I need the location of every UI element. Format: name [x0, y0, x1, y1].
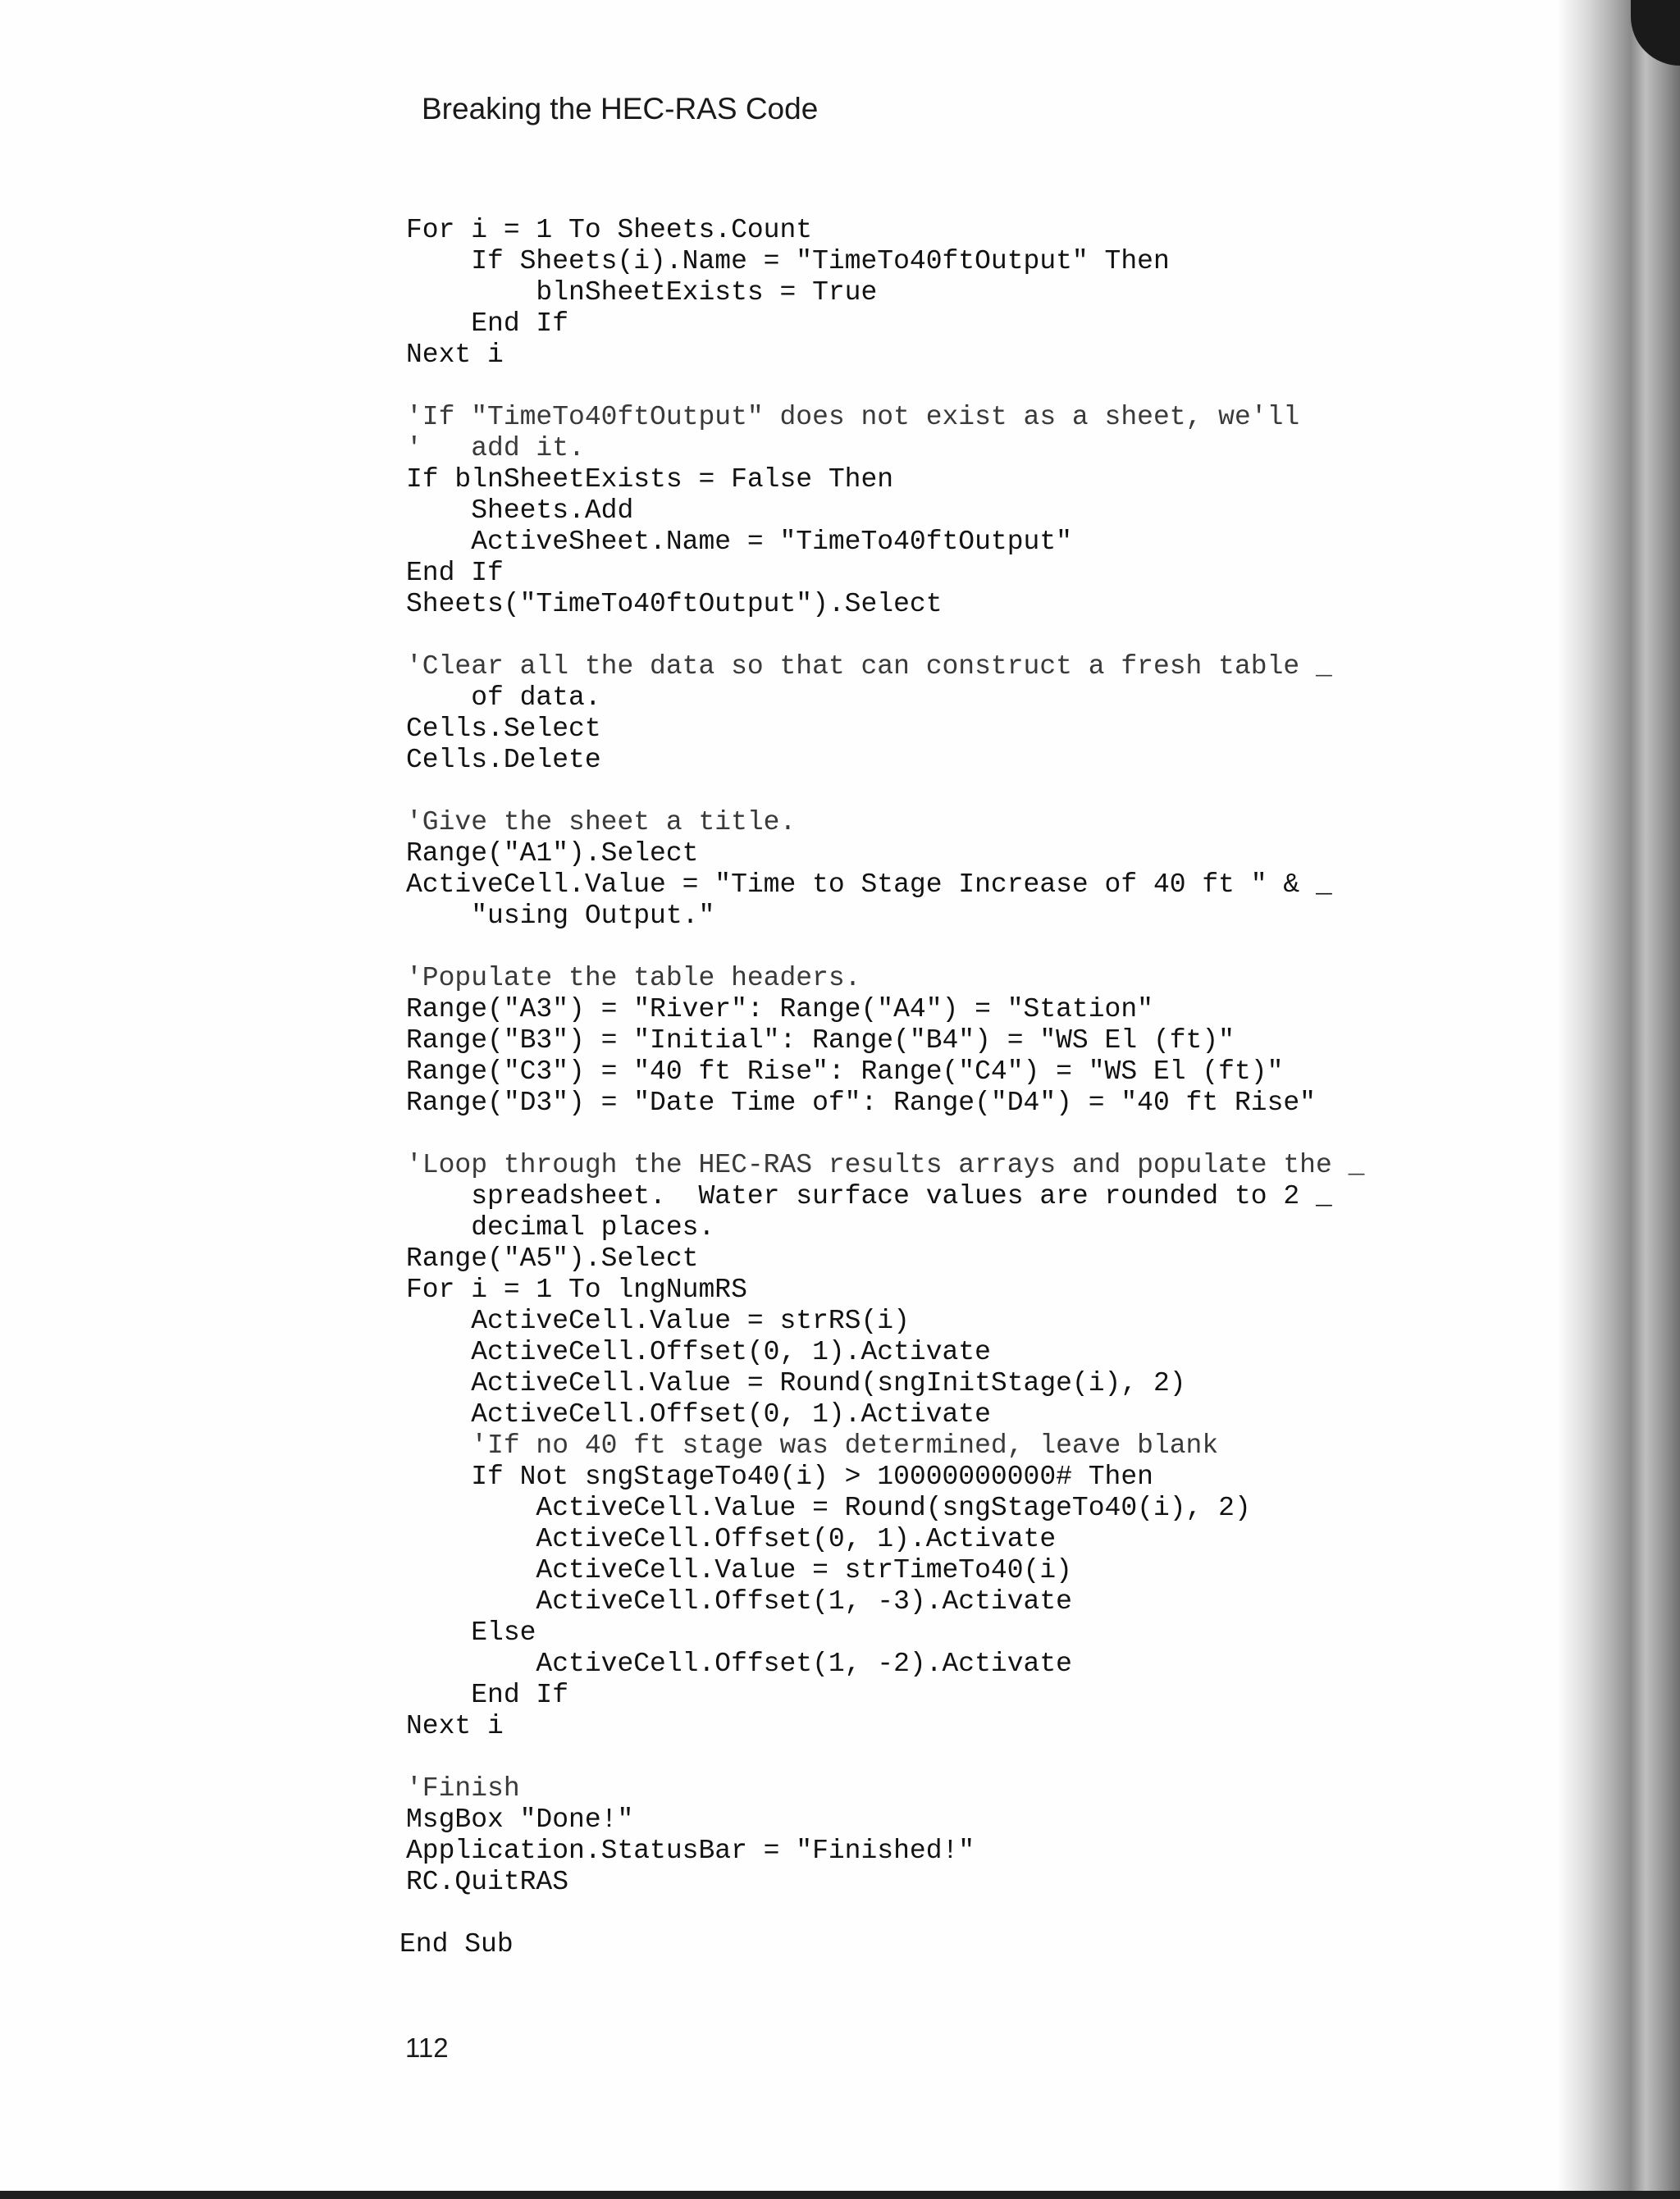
- code-line: Application.StatusBar = "Finished!": [406, 1836, 975, 1866]
- code-line: End Sub: [399, 1929, 514, 1959]
- code-comment-line: 'Clear all the data so that can construct a fresh table _: [406, 651, 1332, 682]
- code-comment-line: 'Populate the table headers.: [406, 963, 861, 993]
- running-header: Breaking the HEC-RAS Code: [422, 92, 819, 125]
- code-line: spreadsheet. Water surface values are rounded to 2 _: [406, 1181, 1332, 1211]
- code-line: Cells.Delete: [406, 745, 601, 775]
- code-comment-line: 'Give the sheet a title.: [406, 807, 797, 837]
- code-line: Range("A3") = "River": Range("A4") = "Station": [406, 994, 1153, 1024]
- code-line: End If: [406, 1680, 569, 1710]
- page-number: 112: [405, 2032, 449, 2063]
- page-bottom-edge: [0, 2191, 1680, 2199]
- code-line: Range("A5").Select: [406, 1243, 699, 1274]
- code-line: Else: [406, 1617, 536, 1648]
- code-line: "using Output.": [406, 901, 715, 931]
- code-line: ActiveCell.Value = Round(sngInitStage(i), 2): [406, 1368, 1186, 1398]
- book-binding-shadow: [1557, 0, 1680, 2199]
- code-line: blnSheetExists = True: [406, 277, 878, 308]
- code-comment-line: 'If "TimeTo40ftOutput" does not exist as a sheet, we'll: [406, 402, 1300, 432]
- code-line: ActiveCell.Offset(1, -2).Activate: [406, 1649, 1072, 1679]
- code-line: For i = 1 To Sheets.Count: [406, 215, 813, 245]
- code-line: Range("B3") = "Initial": Range("B4") = "WS El (ft)": [406, 1025, 1235, 1056]
- code-comment-line: 'Loop through the HEC-RAS results arrays and populate the _: [406, 1150, 1365, 1180]
- code-line: ActiveCell.Offset(0, 1).Activate: [406, 1337, 991, 1367]
- code-line: decimal places.: [406, 1212, 715, 1243]
- code-line: If blnSheetExists = False Then: [406, 464, 894, 495]
- code-line: MsgBox "Done!": [406, 1804, 634, 1835]
- code-line: ActiveCell.Offset(1, -3).Activate: [406, 1586, 1072, 1617]
- code-line: For i = 1 To lngNumRS: [406, 1275, 747, 1305]
- code-line: Sheets.Add: [406, 495, 634, 526]
- code-line: RC.QuitRAS: [406, 1867, 569, 1897]
- code-comment-line: 'If no 40 ft stage was determined, leave blank: [406, 1430, 1219, 1461]
- code-line: Sheets("TimeTo40ftOutput").Select: [406, 589, 943, 619]
- code-line: of data.: [406, 682, 601, 713]
- code-line: ActiveCell.Offset(0, 1).Activate: [406, 1399, 991, 1430]
- code-line: Next i: [406, 340, 504, 370]
- code-line: Next i: [406, 1711, 504, 1741]
- code-line: Range("A1").Select: [406, 838, 699, 869]
- code-line: Range("D3") = "Date Time of": Range("D4") = "40 ft Rise": [406, 1088, 1316, 1118]
- code-line: ActiveCell.Value = Round(sngStageTo40(i), 2): [406, 1493, 1251, 1523]
- code-line: ActiveSheet.Name = "TimeTo40ftOutput": [406, 527, 1072, 557]
- code-line: ActiveCell.Value = strTimeTo40(i): [406, 1555, 1072, 1585]
- code-line: If Sheets(i).Name = "TimeTo40ftOutput" Then: [406, 246, 1170, 276]
- code-comment-line: 'Finish: [406, 1773, 520, 1804]
- code-line: ActiveCell.Value = "Time to Stage Increase of 40 ft " & _: [406, 869, 1332, 900]
- code-line: ActiveCell.Value = strRS(i): [406, 1306, 910, 1336]
- code-line: End If: [406, 308, 569, 339]
- code-line: Range("C3") = "40 ft Rise": Range("C4") = "WS El (ft)": [406, 1056, 1284, 1087]
- code-line: ActiveCell.Offset(0, 1).Activate: [406, 1524, 1057, 1554]
- code-line: If Not sngStageTo40(i) > 10000000000# Then: [406, 1462, 1153, 1492]
- code-comment-line: ' add it.: [406, 433, 585, 463]
- code-line: End If: [406, 558, 504, 588]
- code-line: Cells.Select: [406, 714, 601, 744]
